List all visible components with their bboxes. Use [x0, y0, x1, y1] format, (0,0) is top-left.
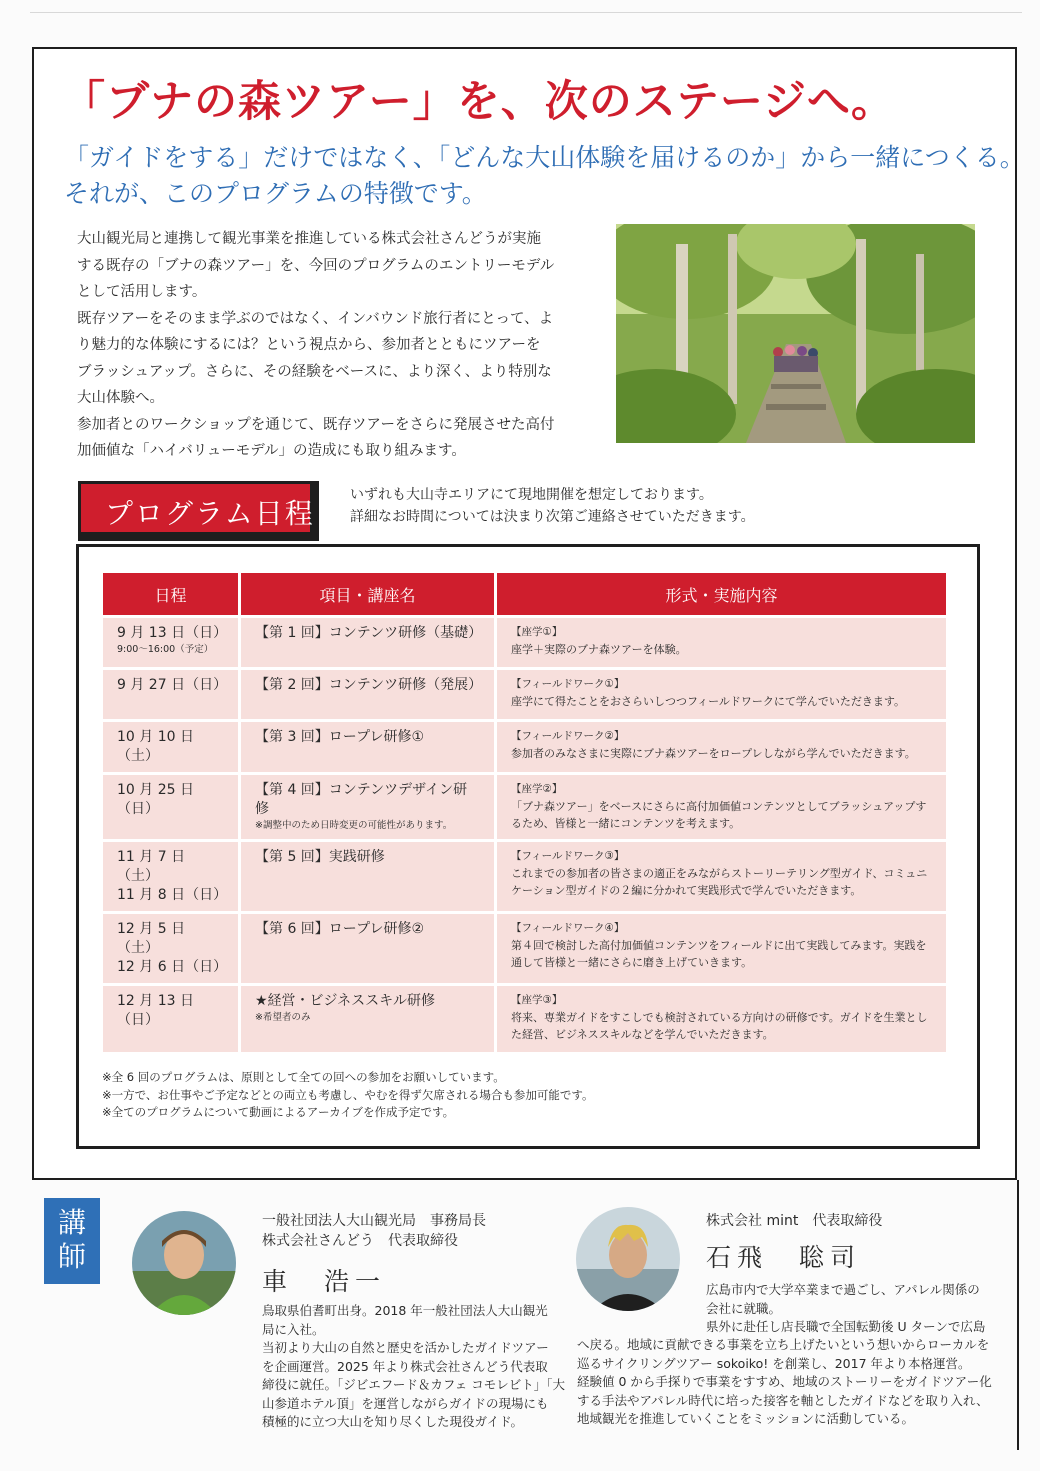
desc-text: 座学にて得たことをおさらいしつつフィールドワークにて学んでいただきます。	[511, 695, 906, 708]
table-header-row	[103, 573, 946, 615]
table-row	[103, 842, 946, 911]
item-cell	[241, 618, 494, 667]
item-text: 【第 5 回】実践研修	[255, 849, 385, 865]
date-cell	[103, 618, 238, 667]
bio-line: 積極的に立つ大山を知り尽くした現役ガイド。	[262, 1414, 524, 1429]
lecturer-tab-char: 講	[57, 1206, 86, 1239]
top-divider	[30, 12, 1022, 13]
item-text: 【第 3 回】ロープレ研修①	[255, 729, 425, 745]
item-cell	[241, 986, 494, 1052]
item-text: 【第 1 回】コンテンツ研修（基礎）	[255, 625, 483, 641]
lecturer-name: 石飛 聡司	[706, 1243, 862, 1272]
bio-line: 締役に就任。「ジビエフード＆カフェ コモレビト」「大	[262, 1377, 565, 1392]
desc-cell	[497, 722, 946, 772]
intro-line: 既存ツアーをそのまま学ぶのではなく、インバウンド旅行者にとって、よ	[77, 310, 554, 327]
format-tag: 【座学②】	[511, 783, 563, 795]
date-text: 12 月 13 日（日）	[117, 993, 194, 1028]
item-note: ※調整中のため日時変更の可能性があります。	[255, 820, 453, 831]
intro-line: 大山体験へ。	[77, 390, 164, 406]
desc-text: 座学＋実際のブナ森ツアーを体験。	[511, 643, 687, 656]
schedule-note-line: いずれも大山寺エリアにて現地開催を想定しております。	[350, 487, 713, 503]
avatar	[576, 1207, 680, 1311]
desc-cell	[497, 986, 946, 1052]
date-cell	[103, 842, 238, 911]
format-tag: 【座学③】	[511, 994, 563, 1006]
desc-text: 将来、専業ガイドをすこしでも検討されている方向けの研修です。ガイドを生業とした経営、ビジネススキルなどを学んでいただきます。	[511, 1011, 928, 1041]
subtitle-line: 「ガイドをする」だけではなく、「どんな大山体験を届けるのか」から一緒につくる。	[64, 143, 1025, 172]
avatar	[132, 1211, 236, 1315]
lecturer-tab	[44, 1198, 100, 1284]
lecturer-tab-char: 師	[57, 1240, 86, 1273]
table-row	[103, 914, 946, 983]
intro-line: 参加者とのワークショップを通じて、既存ツアーをさらに発展させた高付	[77, 416, 555, 433]
footnote: ※全てのプログラムについて動画によるアーカイブを作成予定です。	[102, 1105, 455, 1119]
schedule-table	[100, 570, 949, 1055]
lecturer-bio	[706, 1281, 985, 1337]
column-header-date: 日程	[103, 573, 238, 615]
bio-line: 鳥取県伯耆町出身。2018 年一般社団法人大山観光	[262, 1303, 548, 1318]
desc-text: 第４回で検討した高付加価値コンテンツをフィールドに出て実践してみます。実践を通して皆様と一緒にさらに磨き上げていきます。	[511, 939, 927, 969]
table-row	[103, 722, 946, 772]
lecturer-role	[706, 1211, 882, 1231]
desc-cell	[497, 618, 946, 667]
format-tag: 【フィールドワーク④】	[511, 922, 625, 934]
item-cell	[241, 722, 494, 772]
date-text: 10 月 25 日（日）	[117, 782, 194, 817]
desc-cell	[497, 775, 946, 839]
item-cell	[241, 914, 494, 983]
table-row	[103, 670, 946, 719]
intro-line: として活用します。	[77, 284, 207, 300]
page-title: 「ブナの森ツアー」を、次のステージへ。	[62, 77, 895, 127]
item-text: 【第 4 回】コンテンツデザイン研修	[255, 782, 468, 817]
schedule-footnotes	[102, 1069, 593, 1122]
forest-trail-photo	[616, 224, 975, 443]
date-text: 9 月 13 日（日）	[117, 625, 228, 641]
lecturer-name: 車 浩一	[262, 1267, 387, 1296]
footnote: ※一方で、お仕事やご予定などとの両立も考慮し、やむを得ず欠席される場合も参加可能です。	[102, 1087, 594, 1102]
column-header-item: 項目・講座名	[241, 573, 494, 615]
format-tag: 【フィールドワーク②】	[511, 730, 625, 742]
item-text: 【第 6 回】ロープレ研修②	[255, 921, 425, 937]
item-cell	[241, 842, 494, 911]
bio-line: 経験値 0 から手探りで事業をすすめ、地域のストーリーをガイドツアー化	[577, 1374, 992, 1389]
lecturer-bio-wide	[577, 1336, 992, 1429]
format-tag: 【フィールドワーク①】	[511, 678, 625, 690]
date-text: 12 月 6 日（日）	[117, 959, 228, 975]
date-cell	[103, 775, 238, 839]
format-tag: 【フィールドワーク③】	[511, 850, 625, 862]
schedule-note	[350, 484, 755, 528]
item-note: ※希望者のみ	[255, 1012, 311, 1023]
intro-line: り魅力的な体験にするには？という視点から、参加者とともにツアーを	[77, 337, 541, 353]
desc-text: 参加者のみなさまに実際にブナ森ツアーをロープレしながら学んでいただきます。	[511, 747, 916, 760]
bio-line: 広島市内で大学卒業まで過ごし、アパレル関係の	[706, 1282, 980, 1297]
date-cell	[103, 986, 238, 1052]
date-cell	[103, 670, 238, 719]
schedule-heading-label: プログラム日程	[105, 497, 315, 530]
desc-cell	[497, 670, 946, 719]
schedule-heading	[78, 481, 319, 541]
date-text: 12 月 5 日（土）	[117, 921, 186, 956]
date-cell	[103, 914, 238, 983]
date-text: 9 月 27 日（日）	[117, 677, 228, 693]
intro-line: 加価値な「ハイバリューモデル」の造成にも取り組みます。	[77, 443, 466, 459]
footnote: ※全 6 回のプログラムは、原則として全ての回への参加をお願いしています。	[102, 1070, 505, 1084]
bio-line: 会社に就職。	[706, 1300, 782, 1316]
bio-line: する手法やアパレル時代に培った接客を軸としたガイドなどを取り入れ、	[577, 1392, 989, 1408]
bio-line: 県外に赴任し店長職で全国転勤後 U ターンで広島	[706, 1319, 986, 1334]
table-row	[103, 618, 946, 667]
desc-text: これまでの参加者の皆さまの適正をみながらストーリーテリング型ガイド、コミュニケーション型ガイドの２編に分かれて実践形式で学んでいただきます。	[511, 867, 928, 897]
role-line: 株式会社さんどう 代表取締役	[262, 1233, 458, 1249]
date-text: 10 月 10 日（土）	[117, 729, 194, 764]
date-text: 11 月 7 日（土）	[117, 849, 186, 884]
desc-cell	[497, 914, 946, 983]
time-text: 9:00〜16:00（予定）	[117, 644, 214, 655]
role-line: 一般社団法人大山観光局 事務局長	[262, 1213, 486, 1229]
date-text: 11 月 8 日（日）	[117, 887, 228, 903]
lecturer-role	[262, 1211, 486, 1251]
bio-line: を企画運営。2025 年より株式会社さんどう代表取	[262, 1358, 548, 1374]
intro-line: ブラッシュアップ。さらに、その経験をベースに、より深く、より特別な	[77, 363, 552, 380]
intro-text	[77, 226, 592, 465]
lecturer-bio	[262, 1302, 565, 1432]
bio-line: 当初より大山の自然と歴史を活かしたガイドツアー	[262, 1340, 549, 1355]
role-line: 株式会社 mint 代表取締役	[706, 1213, 883, 1229]
bio-line: へ戻る。地域に貢献できる事業を立ち上げたいという想いからローカルを	[577, 1337, 990, 1352]
table-row	[103, 986, 946, 1052]
table-row	[103, 775, 946, 839]
intro-line: 大山観光局と連携して観光事業を推進している株式会社さんどうが実施	[77, 231, 541, 247]
bio-line: 巡るサイクリングツアー sokoiko! を創業し、2017 年より本格運営。	[577, 1355, 971, 1371]
bio-line: 局に入社。	[262, 1321, 325, 1337]
subtitle-line: それが、このプログラムの特徴です。	[64, 179, 487, 208]
desc-text: 「ブナ森ツアー」をベースにさらに高付加価値コンテンツとしてブラッシュアップするため、皆様と一緒にコンテンツを考えます。	[511, 800, 927, 830]
right-border	[1017, 1180, 1019, 1450]
format-tag: 【座学①】	[511, 626, 563, 638]
item-cell	[241, 775, 494, 839]
column-header-content: 形式・実施内容	[497, 573, 946, 615]
bio-line: 山参道ホテル頂」を運営しながらガイドの現場にも	[262, 1395, 549, 1411]
bio-line: 地域観光を推進していくことをミッションに活動している。	[577, 1411, 915, 1426]
page-subtitle	[64, 140, 1025, 212]
date-cell	[103, 722, 238, 772]
schedule-note-line: 詳細なお時間については決まり次第ご連絡させていただきます。	[350, 509, 755, 525]
intro-line: する既存の「ブナの森ツアー」を、今回のプログラムのエントリーモデル	[77, 257, 555, 274]
item-cell	[241, 670, 494, 719]
item-text: ★経営・ビジネススキル研修	[255, 993, 435, 1009]
item-text: 【第 2 回】コンテンツ研修（発展）	[255, 677, 483, 693]
desc-cell	[497, 842, 946, 911]
